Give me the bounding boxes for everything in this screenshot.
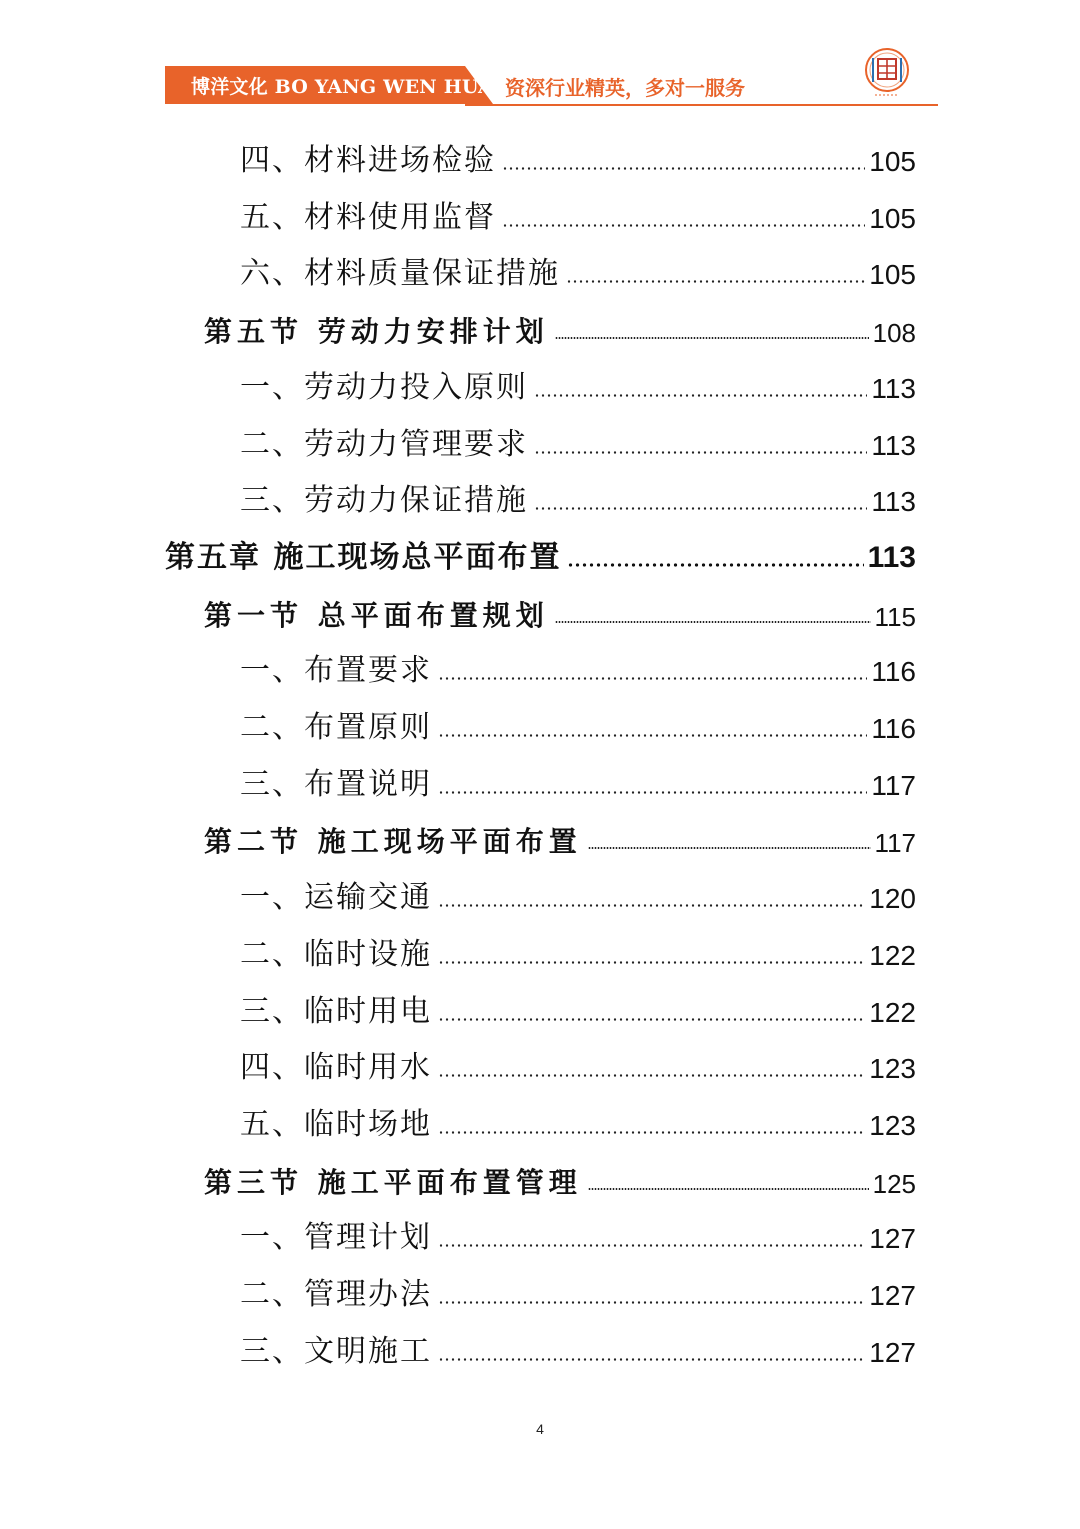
toc-dot-leader	[555, 337, 869, 339]
toc-dot-leader	[438, 961, 865, 964]
toc-item-row[interactable]	[240, 983, 916, 1027]
toc-item-row[interactable]	[240, 416, 916, 460]
toc-entry-title: 四、材料进场检验	[240, 143, 496, 178]
toc-item-row[interactable]	[240, 189, 916, 233]
toc-page-number: 113	[871, 486, 916, 518]
brand-name: 博洋文化 BO YANG WEN HUA	[191, 75, 493, 98]
toc-entry-title: 五、材料使用监督	[240, 199, 496, 235]
toc-entry-title: 一、管理计划	[240, 1220, 432, 1256]
toc-dot-leader	[502, 224, 865, 227]
toc-dot-leader	[438, 1358, 865, 1361]
toc-entry-title: 四、临时用水	[240, 1050, 432, 1086]
toc-item-row[interactable]	[240, 1039, 916, 1086]
toc-page-number: 113	[871, 429, 916, 461]
toc-item-row[interactable]	[240, 245, 916, 292]
toc-page-number: 123	[869, 1109, 916, 1141]
toc-item-row[interactable]	[240, 1096, 916, 1140]
toc-entry-title: 二、劳动力管理要求	[240, 426, 528, 462]
toc-dot-leader	[555, 621, 871, 623]
toc-dot-leader	[438, 677, 867, 680]
toc-entry-title: 三、劳动力保证措施	[240, 483, 528, 519]
toc-page-number: 108	[872, 318, 916, 349]
toc-chapter-row[interactable]	[165, 529, 916, 573]
toc-section-row[interactable]	[204, 586, 916, 630]
toc-entry-title: 一、布置要求	[240, 653, 432, 689]
toc-item-row[interactable]	[240, 1266, 916, 1310]
toc-entry-title: 第五节 劳动力安排计划	[204, 315, 549, 349]
toc-dot-leader	[438, 1301, 865, 1304]
toc-page-number: 117	[871, 769, 916, 801]
toc-section-row[interactable]	[204, 1153, 916, 1197]
toc-page-number: 116	[871, 656, 916, 688]
toc-entry-title: 一、劳动力投入原则	[240, 369, 528, 405]
toc-dot-leader	[438, 791, 867, 794]
toc-page-number: 127	[869, 1336, 916, 1368]
toc-entry-title: 一、运输交通	[240, 880, 432, 916]
toc-entry-title: 二、管理办法	[240, 1277, 432, 1312]
toc-item-row[interactable]	[240, 642, 916, 689]
toc-page-number: 117	[874, 828, 916, 859]
toc-dot-leader	[534, 507, 867, 510]
toc-item-row[interactable]	[240, 132, 916, 176]
brand-banner	[165, 66, 505, 104]
toc-page-number: 122	[869, 939, 916, 971]
toc-dot-leader	[534, 451, 867, 454]
toc-entry-title: 第五章 施工现场总平面布置	[165, 539, 562, 575]
toc-dot-leader	[438, 1074, 865, 1077]
toc-page-number: 116	[871, 713, 916, 744]
toc-item-row[interactable]	[240, 926, 916, 970]
header-slogan: 资深行业精英，多对一服务	[505, 76, 745, 100]
toc-page-number: 127	[869, 1223, 916, 1255]
toc-dot-leader	[438, 1131, 865, 1134]
toc-entry-title: 三、临时用电	[240, 993, 432, 1029]
toc-entry-title: 第三节 施工平面布置管理	[204, 1165, 582, 1199]
toc-dot-leader	[438, 1244, 865, 1247]
toc-entry-title: 五、临时场地	[240, 1106, 432, 1142]
toc-dot-leader	[567, 563, 863, 567]
toc-page-number: 122	[869, 996, 916, 1028]
toc-item-row[interactable]	[240, 472, 916, 519]
toc-item-row[interactable]	[240, 869, 916, 916]
toc-page-number: 120	[869, 883, 916, 915]
toc-dot-leader	[438, 734, 867, 737]
toc-entry-title: 六、材料质量保证措施	[240, 256, 560, 292]
page-number: 4	[536, 1421, 544, 1437]
toc-page-number: 127	[869, 1280, 916, 1311]
toc-page-number: 115	[874, 601, 916, 632]
toc-page-number: 105	[869, 259, 916, 291]
toc-page-number: 125	[872, 1168, 916, 1199]
toc-dot-leader	[534, 394, 867, 397]
toc-item-row[interactable]	[240, 359, 916, 403]
toc-dot-leader	[588, 1188, 869, 1190]
toc-entry-title: 二、布置原则	[240, 710, 432, 745]
toc-entry-title: 二、临时设施	[240, 936, 432, 972]
toc-page-number: 113	[871, 372, 916, 404]
toc-dot-leader	[588, 847, 871, 849]
toc-dot-leader	[438, 1018, 865, 1021]
toc-entry-title: 三、布置说明	[240, 766, 432, 802]
toc-item-row[interactable]	[240, 1209, 916, 1256]
toc-dot-leader	[566, 280, 865, 283]
toc-entry-title: 第一节 总平面布置规划	[204, 598, 549, 632]
toc-entry-title: 三、文明施工	[240, 1333, 432, 1369]
toc-entry-title: 第二节 施工现场平面布置	[204, 825, 582, 859]
toc-dot-leader	[502, 167, 865, 170]
toc-dot-leader	[438, 904, 865, 907]
toc-page-number: 113	[867, 540, 916, 574]
toc-page-number: 123	[869, 1053, 916, 1085]
toc-item-row[interactable]	[240, 1323, 916, 1367]
toc-page-number: 105	[869, 146, 916, 177]
toc-item-row[interactable]	[240, 699, 916, 743]
toc-item-row[interactable]	[240, 756, 916, 800]
toc-page-number: 105	[869, 202, 916, 234]
toc-section-row[interactable]	[204, 812, 916, 859]
toc-section-row[interactable]	[204, 302, 916, 349]
